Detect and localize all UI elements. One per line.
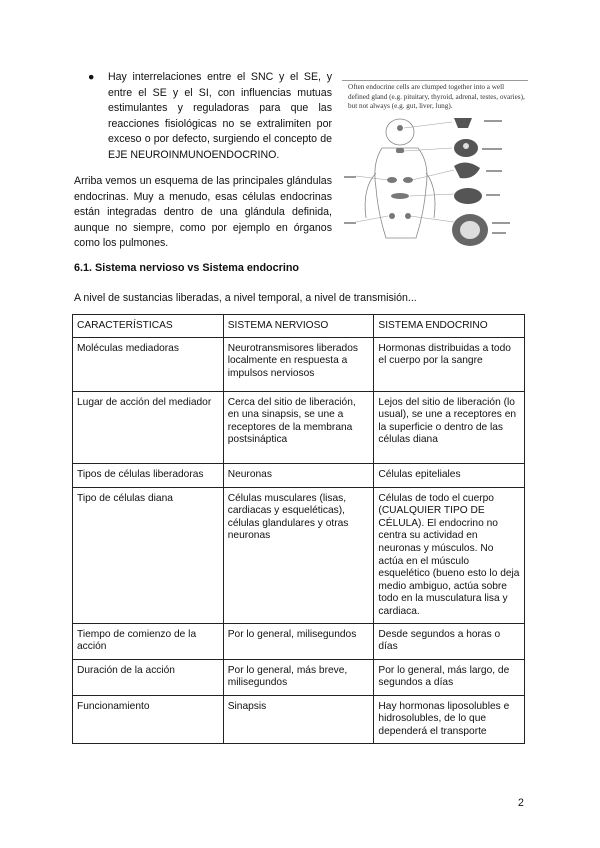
table-header-row [73,315,525,338]
table-cell: Tipos de células liberadoras [73,463,224,487]
page-number: 2 [518,797,524,809]
table-cell: Neuronas [223,463,374,487]
table-cell: Desde segundos a horas o días [374,623,525,659]
table-cell: Funcionamiento [73,695,224,743]
table-header-cell: SISTEMA ENDOCRINO [374,315,525,338]
table-cell: Por lo general, más breve, milisegundos [223,659,374,695]
table-header-cell: CARACTERÍSTICAS [73,315,224,338]
table-cell: Neurotransmisores liberados localmente en respuesta a impulsos nerviosos [223,337,374,391]
intro-paragraph: Arriba vemos un esquema de las principales glándulas endocrinas. Muy a menudo, esas células endocrinas están integradas dentro de una glándula definida, aunque no siempre, como por ejemplo en órganos como los pulmones. [74,175,332,250]
table-cell: Hay hormonas liposolubles e hidrosolubles, de lo que dependerá el transporte [374,695,525,743]
bullet-text: Hay interrelaciones entre el SNC y el SE, y entre el SE y el SI, con influencias mutuas estimulantes y reguladoras para que las reacciones fisiológicas no se extralimiten por exceso o por defecto, surgiendo el concepto de EJE NEUROINMUNOENDOCRINO. [108,71,332,161]
comparison-table [72,314,525,744]
figure-top-rule [342,80,528,81]
table-cell: Células epiteliales [374,463,525,487]
table-header-cell: SISTEMA NERVIOSO [223,315,374,338]
table-row [73,463,525,487]
table-cell: Por lo general, milisegundos [223,623,374,659]
table-cell: Moléculas mediadoras [73,337,224,391]
section-heading: 6.1. Sistema nervioso vs Sistema endocrino [74,262,300,274]
bullet-marker: ● [88,71,95,83]
table-row [73,337,525,391]
table-cell: Tiempo de comienzo de la acción [73,623,224,659]
section-lead: A nivel de sustancias liberadas, a nivel temporal, a nivel de transmisión... [74,292,417,304]
table-row [73,391,525,463]
table-cell: Por lo general, más largo, de segundos a días [374,659,525,695]
table-cell: Lugar de acción del mediador [73,391,224,463]
table-cell: Células de todo el cuerpo (CUALQUIER TIPO DE CÉLULA). El endocrino no centra su actividad en neuronas y músculos. No actúa en el músculo esquelético (bueno esto lo deja medio ambiguo, actúa sobre todo en la musculatura lisa y cardiaca. [374,487,525,623]
table-cell: Cerca del sitio de liberación, en una sinapsis, se une a receptores de la membrana postsináptica [223,391,374,463]
figure-caption: Often endocrine cells are clumped together into a well defined gland (e.g. pituitary, thyroid, adrenal, testes, ovaries), but not always (e.g. gut, liver, lung). [348,83,525,111]
table-row [73,695,525,743]
table-row [73,623,525,659]
table-cell: Duración de la acción [73,659,224,695]
endocrine-glands-figure [342,80,528,256]
table-row [73,659,525,695]
table-cell: Tipo de células diana [73,487,224,623]
table-cell: Lejos del sitio de liberación (lo usual), se une a receptores en la superficie o dentro de las células diana [374,391,525,463]
bullet-paragraph [74,70,332,164]
endocrine-glands-illustration [342,118,528,256]
table-cell: Hormonas distribuidas a todo el cuerpo por la sangre [374,337,525,391]
table-cell: Sinapsis [223,695,374,743]
table-row [73,487,525,623]
table-cell: Células musculares (lisas, cardiacas y esqueléticas), células glandulares y otras neuronas [223,487,374,623]
